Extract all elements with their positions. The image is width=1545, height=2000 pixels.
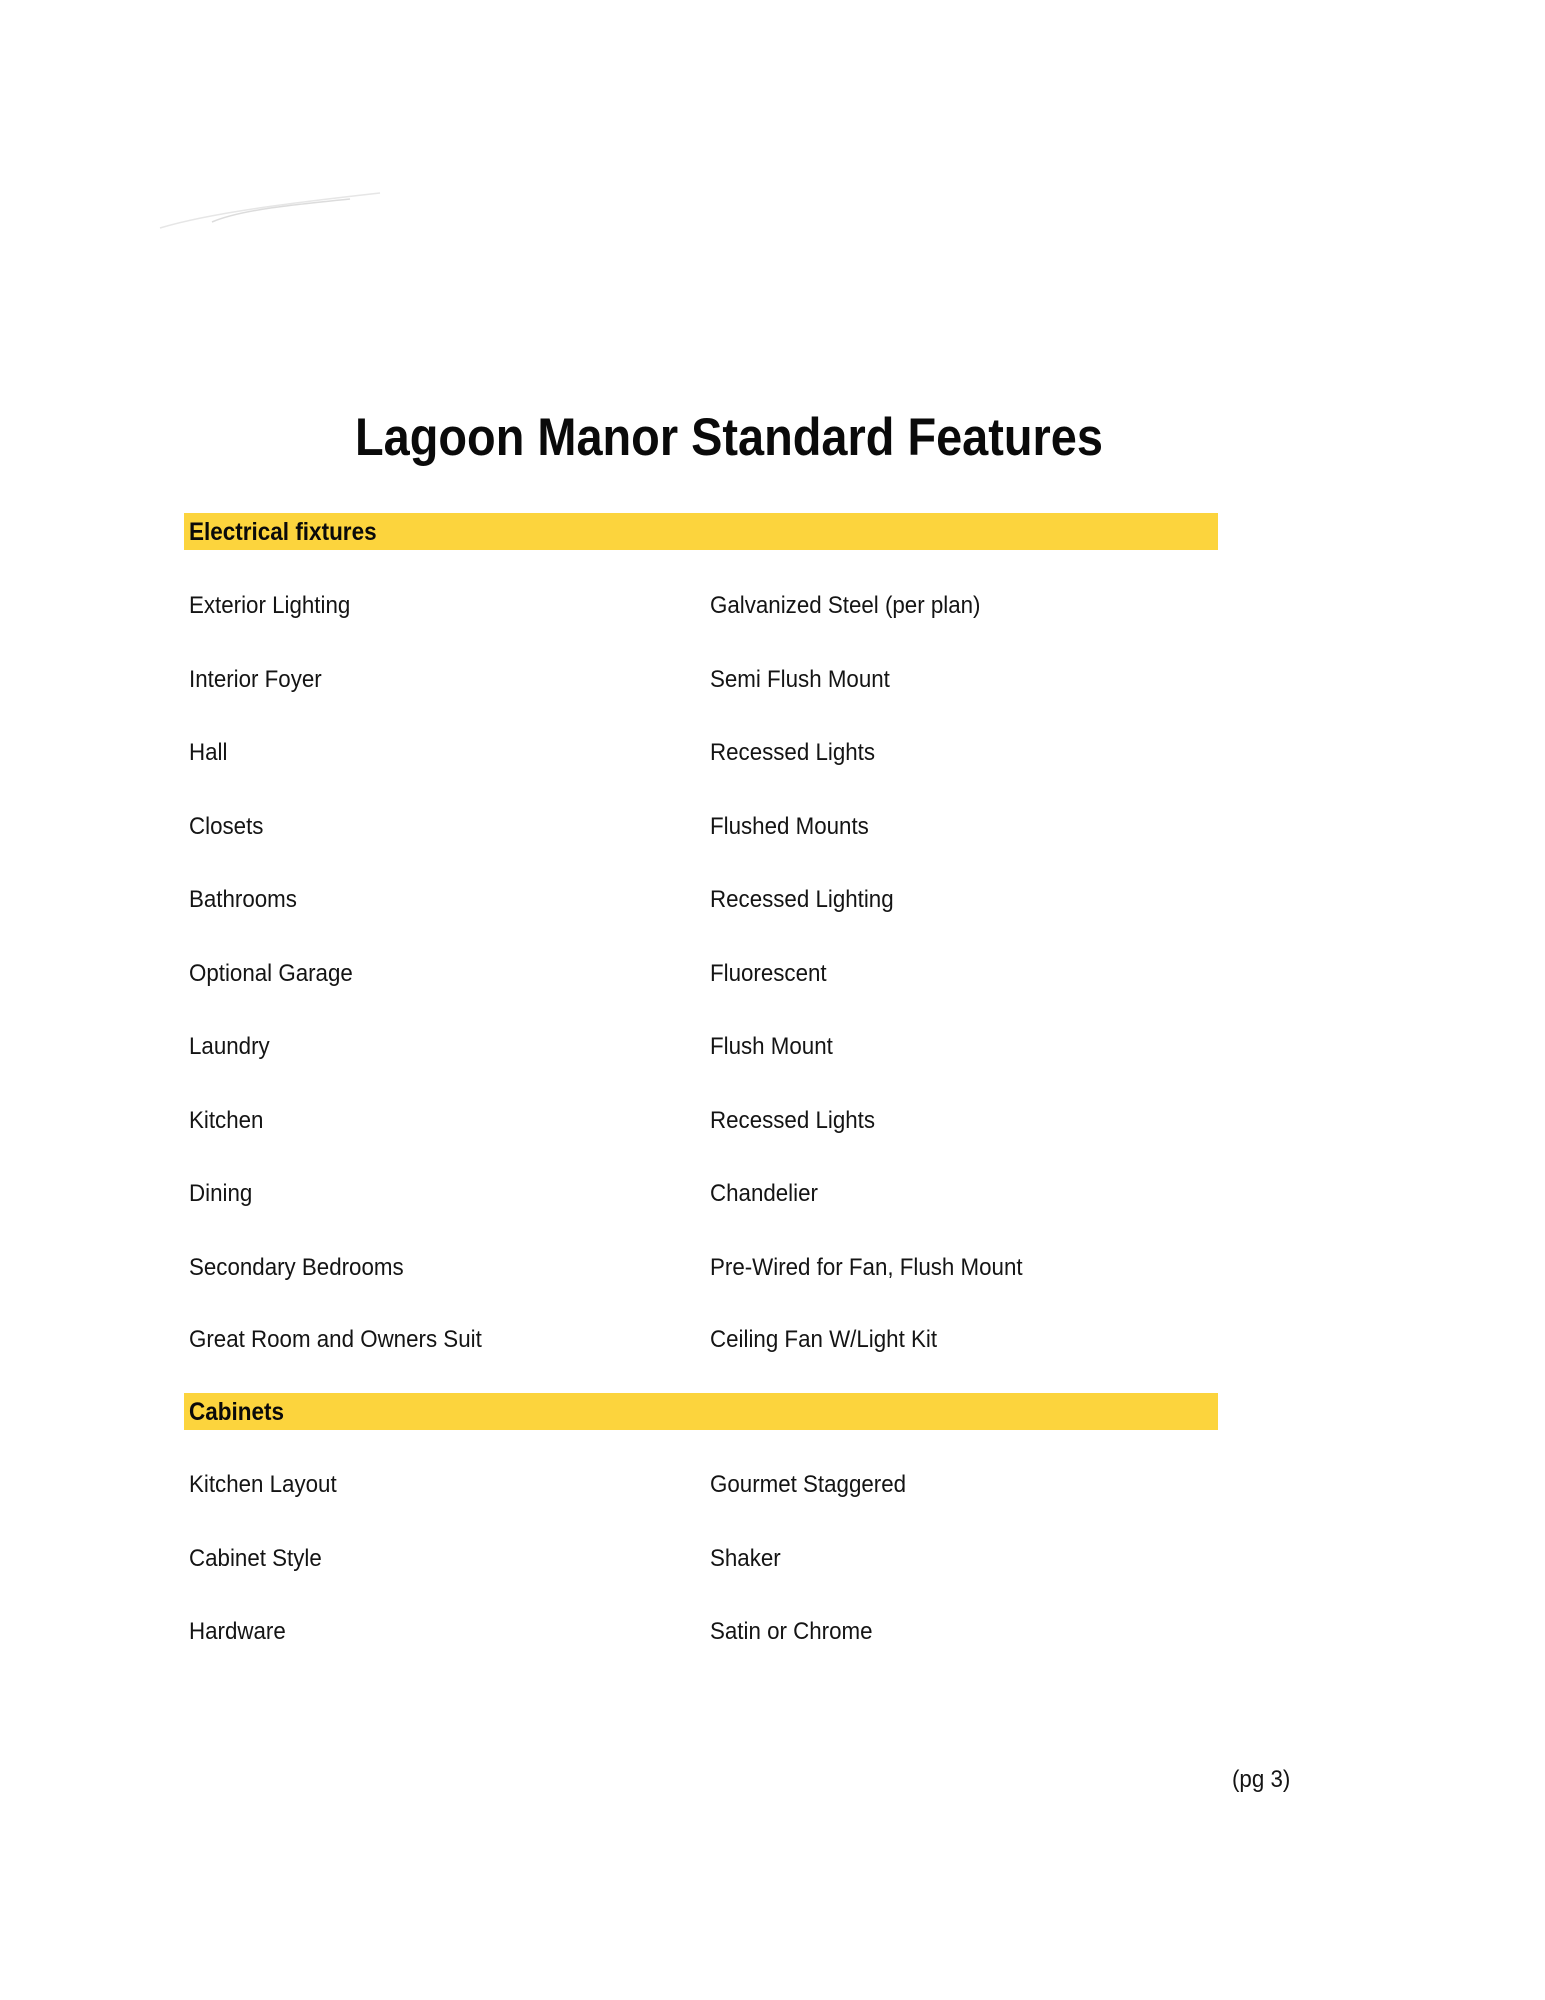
- feature-item: Optional Garage: [189, 959, 353, 987]
- feature-item: Hardware: [189, 1618, 286, 1645]
- scan-scratch-mark: [150, 185, 390, 235]
- section-header-electrical-fixtures: [184, 513, 1218, 550]
- feature-item: Bathrooms: [189, 886, 297, 913]
- table-row: [0, 665, 1545, 695]
- table-row: [0, 1106, 1545, 1136]
- feature-value: Flushed Mounts: [710, 812, 869, 840]
- feature-item: Secondary Bedrooms: [189, 1253, 404, 1281]
- table-row: [0, 1325, 1545, 1355]
- page-title: Lagoon Manor Standard Features: [355, 408, 1103, 467]
- section-heading: Electrical fixtures: [189, 518, 377, 546]
- feature-item: Exterior Lighting: [189, 592, 351, 619]
- table-row: [0, 1544, 1545, 1574]
- feature-item: Dining: [189, 1180, 253, 1207]
- feature-value: Galvanized Steel (per plan): [710, 592, 981, 619]
- table-row: [0, 959, 1545, 989]
- feature-value: Shaker: [710, 1544, 781, 1572]
- feature-value: Recessed Lights: [710, 1106, 876, 1134]
- feature-item: Cabinet Style: [189, 1544, 322, 1572]
- feature-item: Laundry: [189, 1033, 270, 1060]
- table-row: [0, 738, 1545, 768]
- feature-item: Kitchen Layout: [189, 1471, 337, 1498]
- table-row: [0, 885, 1545, 915]
- feature-item: Closets: [189, 812, 264, 840]
- feature-item: Great Room and Owners Suit: [189, 1326, 482, 1353]
- section-header-cabinets: [184, 1393, 1218, 1430]
- feature-item: Interior Foyer: [189, 665, 322, 693]
- feature-value: Recessed Lighting: [710, 886, 894, 913]
- feature-value: Satin or Chrome: [710, 1618, 873, 1645]
- table-row: [0, 1470, 1545, 1500]
- table-row: [0, 591, 1545, 621]
- feature-value: Semi Flush Mount: [710, 665, 890, 693]
- table-row: [0, 1617, 1545, 1647]
- feature-value: Flush Mount: [710, 1033, 833, 1060]
- feature-item: Hall: [189, 739, 228, 766]
- page-number: (pg 3): [1232, 1766, 1291, 1793]
- feature-value: Ceiling Fan W/Light Kit: [710, 1326, 938, 1353]
- feature-item: Kitchen: [189, 1106, 264, 1134]
- feature-value: Pre-Wired for Fan, Flush Mount: [710, 1253, 1023, 1281]
- feature-value: Chandelier: [710, 1180, 818, 1207]
- table-row: [0, 1179, 1545, 1209]
- table-row: [0, 812, 1545, 842]
- feature-value: Gourmet Staggered: [710, 1471, 907, 1498]
- feature-value: Fluorescent: [710, 959, 827, 987]
- feature-value: Recessed Lights: [710, 739, 876, 766]
- table-row: [0, 1253, 1545, 1283]
- section-heading: Cabinets: [189, 1398, 285, 1426]
- table-row: [0, 1032, 1545, 1062]
